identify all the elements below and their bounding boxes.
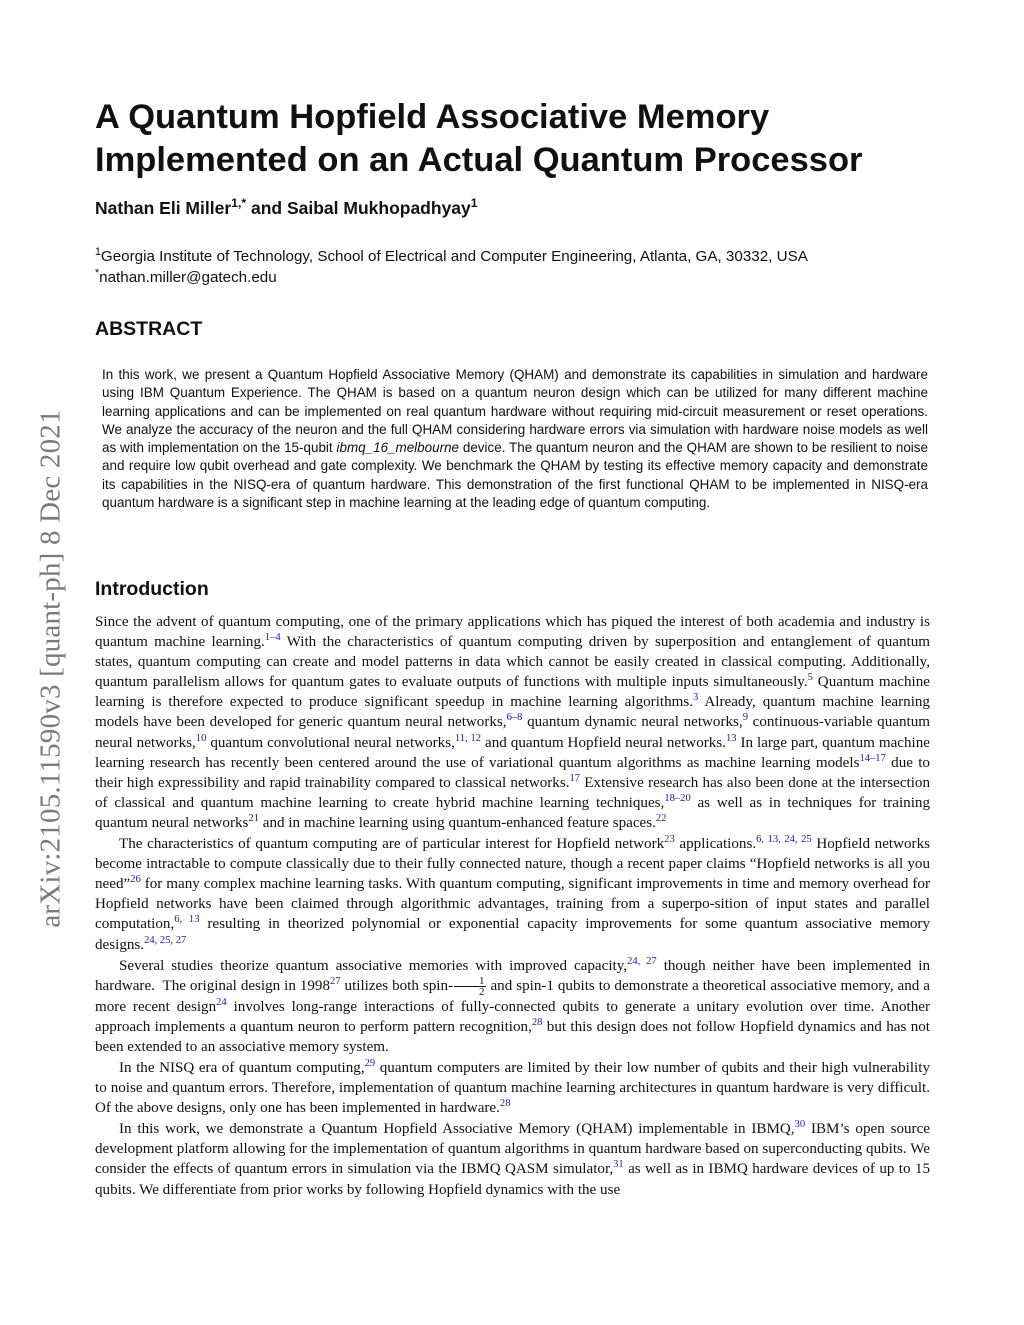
text-run: utilizes both spin- <box>340 977 454 994</box>
paragraph-4 <box>95 1058 930 1118</box>
contact-email[interactable]: nathan.miller@gatech.edu <box>99 269 277 286</box>
citation[interactable]: 11, 12 <box>454 732 482 744</box>
text-run: In this work, we demonstrate a Quantum Hopfield Associative Memory (QHAM) implementable in IBMQ, <box>119 1121 795 1138</box>
author-list <box>95 198 478 219</box>
text-run: In large part, quantum machine learning research has recently been centered around the use of variational quantum algorithms as machine learning models <box>95 734 930 771</box>
text-run: Several studies theorize quantum associative memories with improved capacity, <box>119 957 628 974</box>
text-run: Hopfield networks become intractable to compute classically due to their fully connected nature, though a recent paper claims “Hopfield networks is all you need” <box>95 836 930 893</box>
author-2: Saibal Mukhopadhyay <box>286 198 471 218</box>
email-marker: * <box>95 266 100 279</box>
citation[interactable]: 23 <box>664 834 675 845</box>
text-run: quantum dynamic neural networks, <box>522 714 743 731</box>
paragraph-2 <box>95 834 930 955</box>
citation[interactable]: 26 <box>130 874 141 886</box>
citation[interactable]: 21 <box>248 812 259 824</box>
citation[interactable]: 10 <box>195 732 207 744</box>
citation[interactable]: 6, 13 <box>174 914 200 926</box>
citation[interactable]: 28 <box>499 1098 511 1110</box>
arxiv-identifier: arXiv:2105.11590v3 [quant-ph] 8 Dec 2021 <box>34 408 67 928</box>
citation[interactable]: 5 <box>807 672 813 684</box>
introduction-body <box>95 612 934 1200</box>
text-run: and in machine learning using quantum-enhanced feature spaces. <box>258 814 656 831</box>
affiliations <box>95 246 808 288</box>
text-run: applications. <box>674 836 757 853</box>
text-run: quantum computers are limited by their low number of qubits and their high vulnerability to noise and quantum errors. Therefore, implementation of quantum machine learning architectures in quantum hardware is very difficult. Of the above designs, only one has been implemented in hardware. <box>95 1060 930 1117</box>
fraction-numerator: 1 <box>454 976 486 987</box>
citation[interactable]: 24, 27 <box>627 955 657 967</box>
text-run: Extensive research has also been done at the intersection of classical and quantum machine learning to create hybrid machine learning techniques, <box>95 774 930 811</box>
text-run: quantum convolutional neural networks, <box>206 734 455 751</box>
device-name: ibmq_16_melbourne <box>336 440 460 456</box>
citation[interactable]: 18–20 <box>664 792 691 804</box>
citation[interactable]: 27 <box>330 975 341 987</box>
author-1: Nathan Eli Miller <box>95 198 232 218</box>
citation[interactable]: 6, 13, 24, 25 <box>756 834 812 845</box>
abstract-part-1: In this work, we present a Quantum Hopfield Associative Memory (QHAM) and demonstrate its capabilities in simulation and hardware using IBM Quantum Experience. The QHAM is based on a quantum neuron design which can be utilized for many different machine learning applications and can be implemented on real quantum hardware without requiring mid-circuit measurement or reset operations. We analyze the accuracy of the neuron and the full QHAM considering hardware errors via simulation with hardware noise models as well as with implementation on the 15-qubit <box>102 367 928 456</box>
text-run: continuous-variable quantum neural networks, <box>95 714 930 751</box>
text-run: due to their high expressibility and rapid trainability compared to classical networks. <box>95 754 930 791</box>
paragraph-5 <box>95 1119 930 1199</box>
text-run: for many complex machine learning tasks. With quantum computing, significant improvements in time and memory overhead for Hopfield networks have been claimed through algorithmic advantages, training from a superpo-sition of input states and parallel computation, <box>95 876 930 933</box>
title-line-1: A Quantum Hopfield Associative Memory <box>95 98 770 136</box>
citation[interactable]: 14–17 <box>859 752 886 764</box>
abstract-text <box>102 366 928 512</box>
text-run: The characteristics of quantum computing are of particular interest for Hopfield network <box>119 836 665 853</box>
affiliation-marker: 1 <box>95 245 101 258</box>
text-run: and quantum Hopfield neural networks. <box>481 734 726 751</box>
text-run: With the characteristics of quantum computing driven by superposition and entanglement of quantum states, quantum computing can create and model patterns in data which cannot be easily created in classical computing. Additionally, quantum parallelism allows for quantum gates to evaluate outputs of functions with multiple inputs simultaneously. <box>95 634 930 691</box>
paragraph-3 <box>95 955 934 1057</box>
paper-title <box>95 96 945 182</box>
text-run: and spin-1 qubits to demonstrate a theoretical associative memory, and a more recent design <box>95 977 930 1015</box>
arxiv-sidebar <box>31 348 71 988</box>
affiliation-line: Georgia Institute of Technology, School of Electrical and Computer Engineering, Atlanta, GA, 30332, USA <box>100 248 808 265</box>
text-run: as well as in techniques for training quantum neural networks <box>95 794 930 831</box>
citation[interactable]: 9 <box>742 712 748 724</box>
abstract-part-2: device. The quantum neuron and the QHAM are shown to be resilient to noise and require low qubit overhead and gate complexity. We benchmark the QHAM by testing its effective memory capacity and demonstrate its capabilities in the NISQ-era of quantum hardware. This demonstration of the first functional QHAM to be implemented in NISQ-era quantum hardware is a significant step in machine learning at the leading edge of quantum computing. <box>102 440 928 511</box>
fraction-denominator: 2 <box>479 985 485 998</box>
author-2-marker: 1 <box>470 196 478 211</box>
text-run: but this design does not follow Hopfield dynamics and has not been extended to an associative memory system. <box>95 1018 930 1055</box>
text-run: as well as in IBMQ hardware devices of up to 15 qubits. We differentiate from prior works by following Hopfield dynamics with the use <box>95 1161 930 1198</box>
text-run: though neither have been implemented in hardware. The original design in 1998 <box>95 957 934 994</box>
paragraph-1 <box>95 612 930 833</box>
citation[interactable]: 28 <box>531 1016 543 1028</box>
text-run: resulting in theorized polynomial or exponential capacity improvements for some quantum associative memory designs. <box>95 916 930 953</box>
citation[interactable]: 6–8 <box>506 712 523 724</box>
author-1-marker: 1,* <box>231 196 247 211</box>
citation[interactable]: 17 <box>569 772 581 784</box>
text-run: In the NISQ era of quantum computing, <box>119 1060 365 1076</box>
title-line-2: Implemented on an Actual Quantum Processor <box>95 141 863 179</box>
citation[interactable]: 30 <box>794 1119 806 1131</box>
author-separator: and <box>246 198 287 218</box>
text-run: Already, quantum machine learning models have been developed for generic quantum neural networks, <box>95 694 930 731</box>
citation[interactable]: 31 <box>613 1159 624 1171</box>
abstract-heading: ABSTRACT <box>95 318 203 340</box>
introduction-heading: Introduction <box>95 578 209 600</box>
citation[interactable]: 24 <box>216 996 227 1008</box>
text-run: IBM’s open source development platform allowing for the implementation of quantum algorithms in quantum hardware based on superconducting qubits. We consider the effects of quantum errors in simulation via the IBMQ QASM simulator, <box>95 1121 930 1178</box>
text-run: Quantum machine learning is therefore expected to produce significant speedup in machine learning algorithms. <box>95 674 930 711</box>
citation[interactable]: 29 <box>364 1057 376 1069</box>
text-run: Since the advent of quantum computing, one of the primary applications which has piqued the interest of both academia and industry is quantum machine learning. <box>95 614 930 651</box>
citation[interactable]: 13 <box>725 732 737 744</box>
citation[interactable]: 22 <box>655 812 667 824</box>
one-half-fraction <box>454 976 486 997</box>
citation[interactable]: 24, 25, 27 <box>144 934 187 946</box>
citation[interactable]: 1–4 <box>264 632 281 644</box>
citation[interactable]: 3 <box>693 692 699 704</box>
text-run: involves long-range interactions of fully-connected qubits to generate a unitary evolution over time. Another approach implements a quantum neuron to perform pattern recognition, <box>95 998 930 1035</box>
